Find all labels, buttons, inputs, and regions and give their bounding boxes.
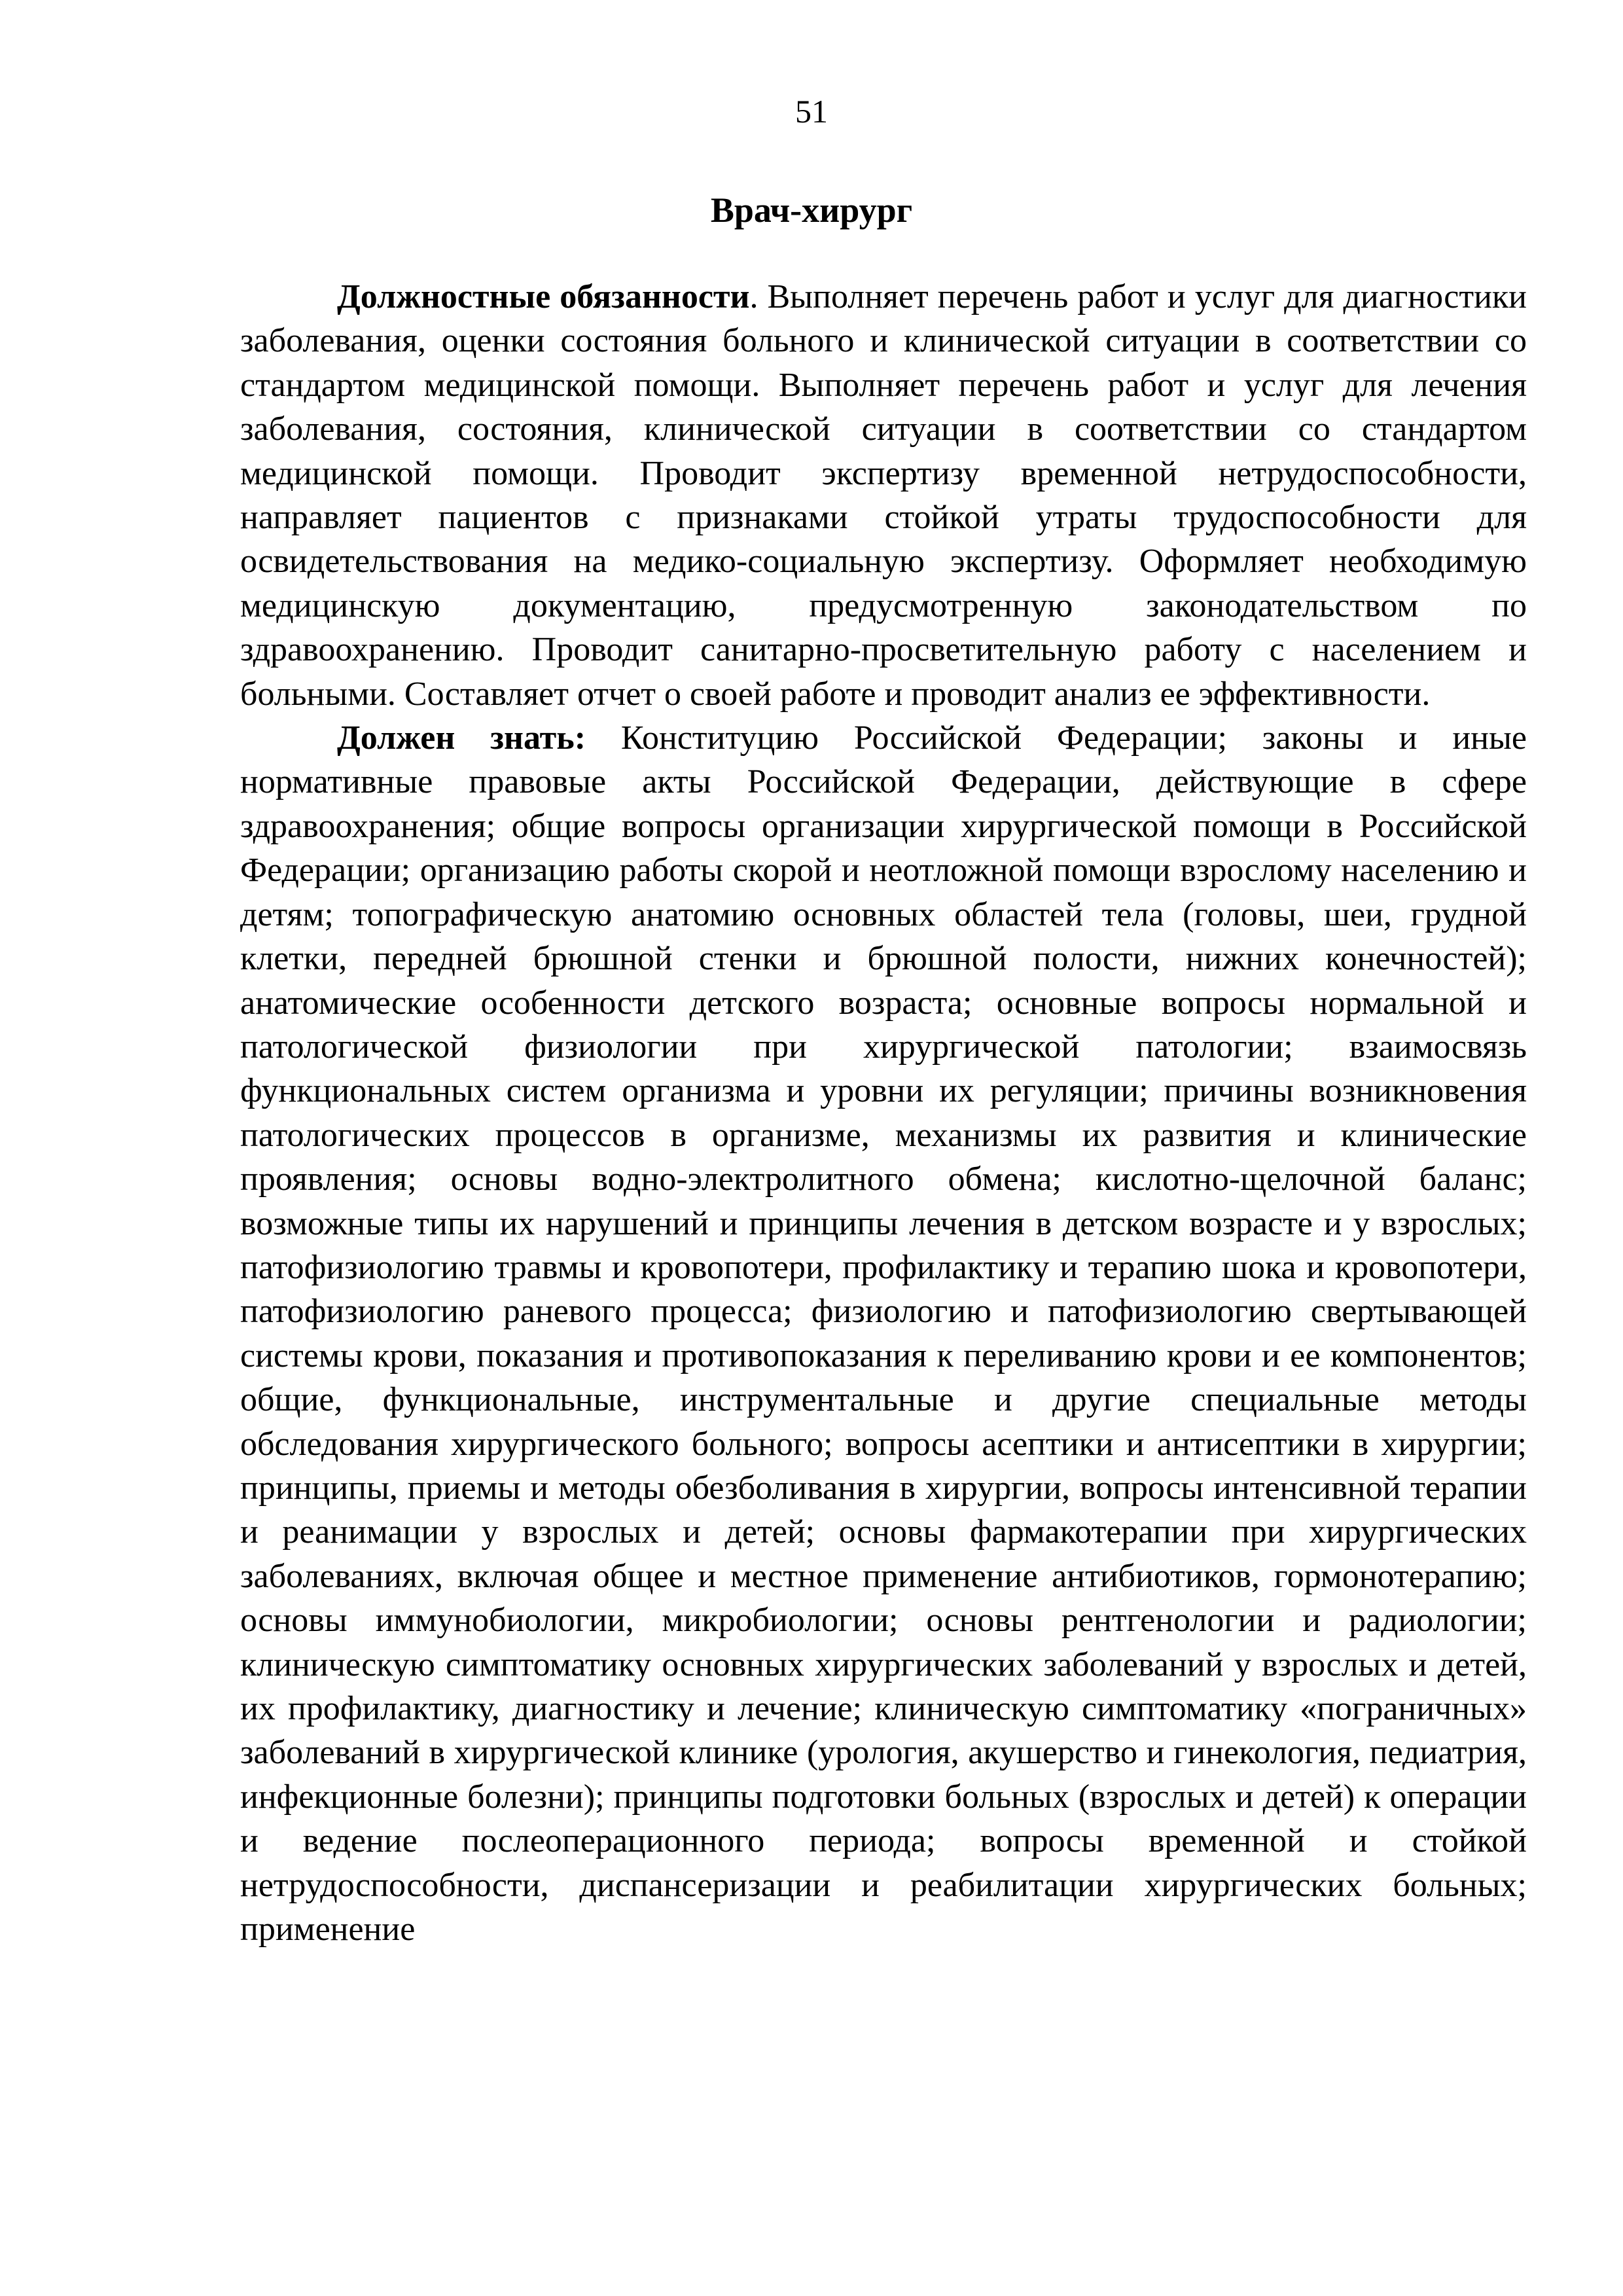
knowledge-heading: Должен знать: [337, 719, 586, 757]
document-body [240, 275, 1527, 1951]
duties-text: Выполняет перечень работ и услуг для диагностики заболевания, оценки состояния больного и клинической ситуации в соответствии со стандартом медицинской помощи. Выполняет перечень работ и услуг для лечения заболевания, состояния, клинической ситуации в соответствии со стандартом медицинской помощи. Проводит экспертизу временной нетрудоспособности, направляет пациентов с признаками стойкой утраты трудоспособности для освидетельствования на медико-социальную экспертизу. Оформляет необходимую медицинскую документацию, предусмотренную законодательством по здравоохранению. Проводит санитарно-просветительную работу с населением и больными. Составляет отчет о своей работе и проводит анализ ее эффективности. [240, 278, 1527, 713]
duties-heading: Должностные обязанности [337, 278, 750, 315]
knowledge-separator [586, 719, 621, 757]
document-title: Врач-хирург [710, 190, 913, 230]
duties-separator: . [749, 278, 768, 315]
page-number: 51 [795, 93, 828, 130]
duties-paragraph [240, 275, 1527, 716]
knowledge-paragraph [240, 716, 1527, 1951]
knowledge-text: Конституцию Российской Федерации; законы и иные нормативные правовые акты Российской Федерации, действующие в сфере здравоохранения; общие вопросы организации хирургической помощи в Российской Федерации; организацию работы скорой и неотложной помощи взрослому населению и детям; топографическую анатомию основных областей тела (головы, шеи, грудной клетки, передней брюшной стенки и брюшной полости, нижних конечностей); анатомические особенности детского возраста; основные вопросы нормальной и патологической физиологии при хирургической патологии; взаимосвязь функциональных систем организма и уровни их регуляции; причины возникновения патологических процессов в организме, механизмы их развития и клинические проявления; основы водно-электролитного обмена; кислотно-щелочной баланс; возможные типы их нарушений и принципы лечения в детском возрасте и у взрослых; патофизиологию травмы и кровопотери, профилактику и терапию шока и кровопотери, патофизиологию раневого процесса; физиологию и патофизиологию свертывающей системы крови, показания и противопоказания к переливанию крови и ее компонентов; общие, функциональные, инструментальные и другие специальные методы обследования хирургического больного; вопросы асептики и антисептики в хирургии; принципы, приемы и методы обезболивания в хирургии, вопросы интенсивной терапии и реанимации у взрослых и детей; основы фармакотерапии при хирургических заболеваниях, включая общее и местное применение антибиотиков, гормонотерапию; основы иммунобиологии, микробиологии; основы рентгенологии и радиологии; клиническую симптоматику основных хирургических заболеваний у взрослых и детей, их профилактику, диагностику и лечение; клиническую симптоматику «пограничных» заболеваний в хирургической клинике (урология, акушерство и гинекология, педиатрия, инфекционные болезни); принципы подготовки больных (взрослых и детей) к операции и ведение послеоперационного периода; вопросы временной и стойкой нетрудоспособности, диспансеризации и реабилитации хирургических больных; применение [240, 719, 1527, 1948]
